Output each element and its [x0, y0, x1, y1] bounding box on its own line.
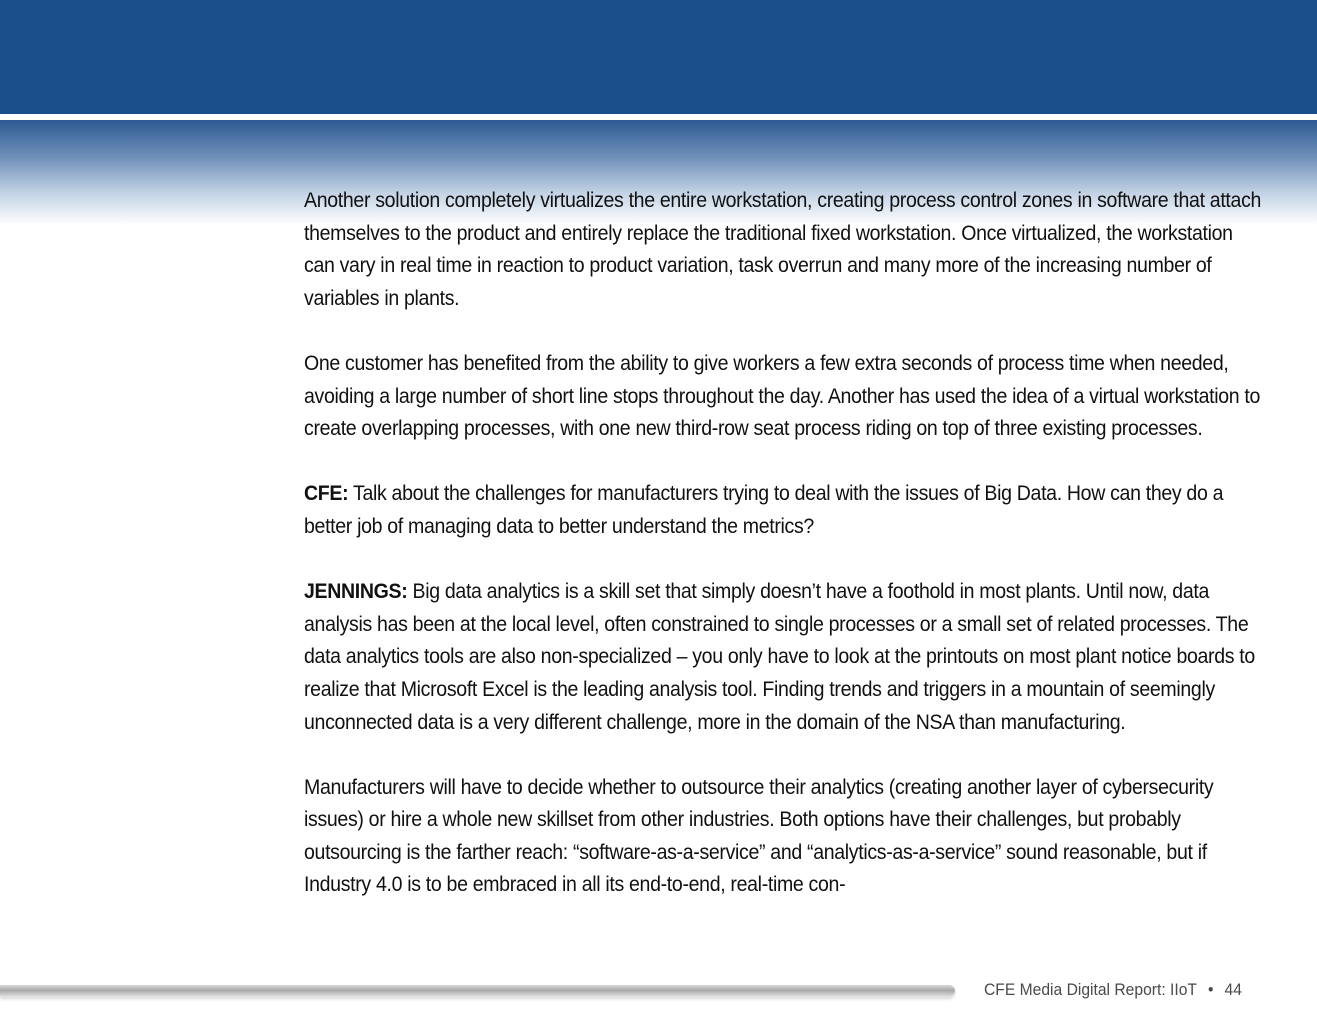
- footer-bullet: •: [1207, 980, 1214, 999]
- footer-rule: [0, 985, 955, 997]
- article-body: [304, 185, 1264, 935]
- paragraph-2: One customer has benefited from the ability to give workers a few extra seconds of process time when needed, avoiding a large number of short line stops throughout the day. Another has used the idea of a virtual workstation to create overlapping processes, with one new third-row seat process riding on top of three existing processes.: [304, 351, 1261, 441]
- answer-text: Big data analytics is a skill set that simply doesn’t have a foothold in most plants. Until now, data analysis has been at the local level, often constrained to single processes or a small set of related processes. The data analytics tools are also non-specialized – you only have to look at the printouts on most plant notice boards to realize that Microsoft Excel is the leading analysis tool. Finding trends and triggers in a mountain of seemingly unconnected data is a very different challenge, more in the domain of the NSA than manufacturing.: [304, 580, 1255, 734]
- page-footer: [984, 980, 1242, 1002]
- publication-title: CFE Media Digital Report: IIoT: [984, 980, 1197, 999]
- header-band: [0, 0, 1317, 114]
- paragraph-4: [304, 576, 1264, 739]
- speaker-cfe: CFE:: [304, 482, 349, 506]
- paragraph-3: [304, 478, 1264, 543]
- paragraph-1: Another solution completely virtualizes the entire workstation, creating process control zones in software that attach themselves to the product and entirely replace the traditional fixed workstation. Once virtualized, the workstation can vary in real time in reaction to product variation, task overrun and many more of the increasing number of variables in plants.: [304, 189, 1262, 310]
- page-number: 44: [1224, 980, 1242, 999]
- question-text: Talk about the challenges for manufacturers trying to deal with the issues of Big Data. How can they do a better job of managing data to better understand the metrics?: [304, 482, 1224, 538]
- speaker-jennings: JENNINGS:: [304, 580, 408, 604]
- paragraph-5: Manufacturers will have to decide whether to outsource their analytics (creating another layer of cybersecurity issues) or hire a whole new skillset from other industries. Both options have their challenges, but probably outsourcing is the farther reach: “software-as-a-service” and “analytics-as-a-service” sound reasonable, but if Industry 4.0 is to be embraced in all its end-to-end, real-time con-: [304, 775, 1214, 897]
